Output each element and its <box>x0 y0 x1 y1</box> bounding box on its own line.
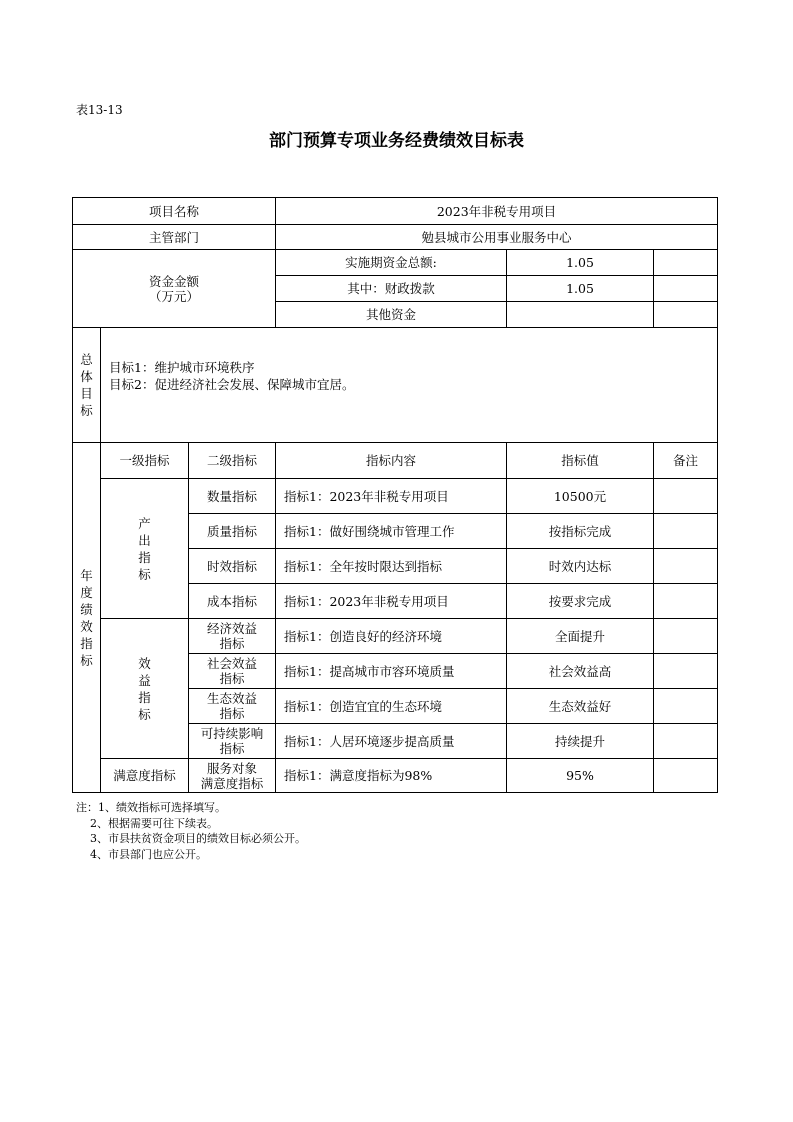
value-cell: 生态效益好 <box>507 689 654 724</box>
remark-cell <box>654 724 718 759</box>
level2-line2: 指标 <box>219 636 245 651</box>
funds-fiscal-extra <box>654 276 718 302</box>
annual-indicator-label: 年度绩效指标 <box>80 567 93 668</box>
project-name-value: 2023年非税专用项目 <box>276 198 718 225</box>
footnote-2: 2、根据需要可往下续表。 <box>76 816 218 830</box>
content-cell: 指标1：人居环境逐步提高质量 <box>276 724 507 759</box>
header-remark: 备注 <box>654 443 718 479</box>
overall-goal-1: 目标1：维护城市环境秩序 <box>109 360 255 375</box>
header-value: 指标值 <box>507 443 654 479</box>
overall-goal-label: 总体目标 <box>80 352 93 418</box>
header-level2: 二级指标 <box>189 443 276 479</box>
funds-label: 资金金额 <box>148 273 199 289</box>
level2-line1: 社会效益 <box>206 656 257 671</box>
value-cell: 10500元 <box>507 479 654 514</box>
output-indicator-label: 产出指标 <box>138 515 151 582</box>
level2-line1: 经济效益 <box>206 621 257 636</box>
table-row <box>73 619 718 654</box>
funds-other-extra <box>654 302 718 328</box>
output-indicator-cell <box>101 479 189 619</box>
funds-label-cell <box>73 250 276 328</box>
table-row <box>73 479 718 514</box>
level2-cell: 质量指标 <box>189 514 276 549</box>
content-cell: 指标1：满意度指标为98% <box>276 759 507 793</box>
project-name-label: 项目名称 <box>73 198 276 225</box>
funds-total-extra <box>654 250 718 276</box>
remark-cell <box>654 479 718 514</box>
content-cell: 指标1：提高城市市容环境质量 <box>276 654 507 689</box>
benefit-indicator-cell <box>101 619 189 759</box>
level2-line1: 可持续影响 <box>200 726 264 741</box>
content-cell: 指标1：2023年非税专用项目 <box>276 584 507 619</box>
level2-line2: 满意度指标 <box>200 775 264 791</box>
footnote-3: 3、市县扶贫资金项目的绩效目标必须公开。 <box>76 832 306 845</box>
remark-cell <box>654 514 718 549</box>
value-cell: 95% <box>507 759 654 793</box>
row-indicator-headers <box>73 443 718 479</box>
funds-fiscal-value: 1.05 <box>507 276 654 302</box>
benefit-indicator-label: 效益指标 <box>138 655 151 722</box>
value-cell: 全面提升 <box>507 619 654 654</box>
level2-cell <box>189 654 276 689</box>
funds-total-label: 实施期资金总额: <box>276 250 507 276</box>
remark-cell <box>654 654 718 689</box>
funds-total-value: 1.05 <box>507 250 654 276</box>
level2-line2: 指标 <box>219 741 245 756</box>
department-value: 勉县城市公用事业服务中心 <box>276 225 718 250</box>
footnote-4: 4、市县部门也应公开。 <box>76 847 207 861</box>
level2-cell <box>189 724 276 759</box>
remark-cell <box>654 759 718 793</box>
remark-cell <box>654 619 718 654</box>
overall-goal-2: 目标2：促进经济社会发展、保障城市宜居。 <box>109 377 355 392</box>
level2-cell <box>189 619 276 654</box>
level2-cell: 成本指标 <box>189 584 276 619</box>
content-cell: 指标1：创造良好的经济环境 <box>276 619 507 654</box>
remark-cell <box>654 549 718 584</box>
level2-cell: 时效指标 <box>189 549 276 584</box>
overall-goal-label-cell <box>73 328 101 443</box>
row-funds-total <box>73 250 718 276</box>
department-label: 主管部门 <box>73 225 276 250</box>
level2-cell <box>189 759 276 793</box>
value-cell: 持续提升 <box>507 724 654 759</box>
content-cell: 指标1：全年按时限达到指标 <box>276 549 507 584</box>
footnote-1: 注：1、绩效指标可选择填写。 <box>76 801 226 814</box>
overall-goal-content <box>101 328 718 443</box>
row-project-name <box>73 198 718 225</box>
level2-line1: 生态效益 <box>206 691 257 706</box>
content-cell: 指标1：做好围绕城市管理工作 <box>276 514 507 549</box>
value-cell: 按要求完成 <box>507 584 654 619</box>
level2-line2: 指标 <box>219 706 245 721</box>
performance-target-table <box>72 197 718 793</box>
footnotes <box>76 800 306 862</box>
level2-line1: 服务对象 <box>206 760 257 776</box>
satisfaction-indicator-label: 满意度指标 <box>101 759 189 793</box>
remark-cell <box>654 689 718 724</box>
funds-unit: （万元） <box>148 288 199 304</box>
document-title: 部门预算专项业务经费绩效目标表 <box>269 131 524 151</box>
value-cell: 社会效益高 <box>507 654 654 689</box>
table-row <box>73 759 718 793</box>
funds-fiscal-label: 其中：财政拨款 <box>276 276 507 302</box>
table-number: 表13-13 <box>76 103 123 117</box>
content-cell: 指标1：创造宜宜的生态环境 <box>276 689 507 724</box>
funds-other-label: 其他资金 <box>276 302 507 328</box>
row-department <box>73 225 718 250</box>
annual-label-cell <box>73 443 101 793</box>
header-level1: 一级指标 <box>101 443 189 479</box>
remark-cell <box>654 584 718 619</box>
value-cell: 时效内达标 <box>507 549 654 584</box>
funds-other-value <box>507 302 654 328</box>
header-content: 指标内容 <box>276 443 507 479</box>
level2-cell <box>189 689 276 724</box>
content-cell: 指标1：2023年非税专用项目 <box>276 479 507 514</box>
level2-cell: 数量指标 <box>189 479 276 514</box>
level2-line2: 指标 <box>219 671 245 686</box>
value-cell: 按指标完成 <box>507 514 654 549</box>
row-overall-goal <box>73 328 718 443</box>
